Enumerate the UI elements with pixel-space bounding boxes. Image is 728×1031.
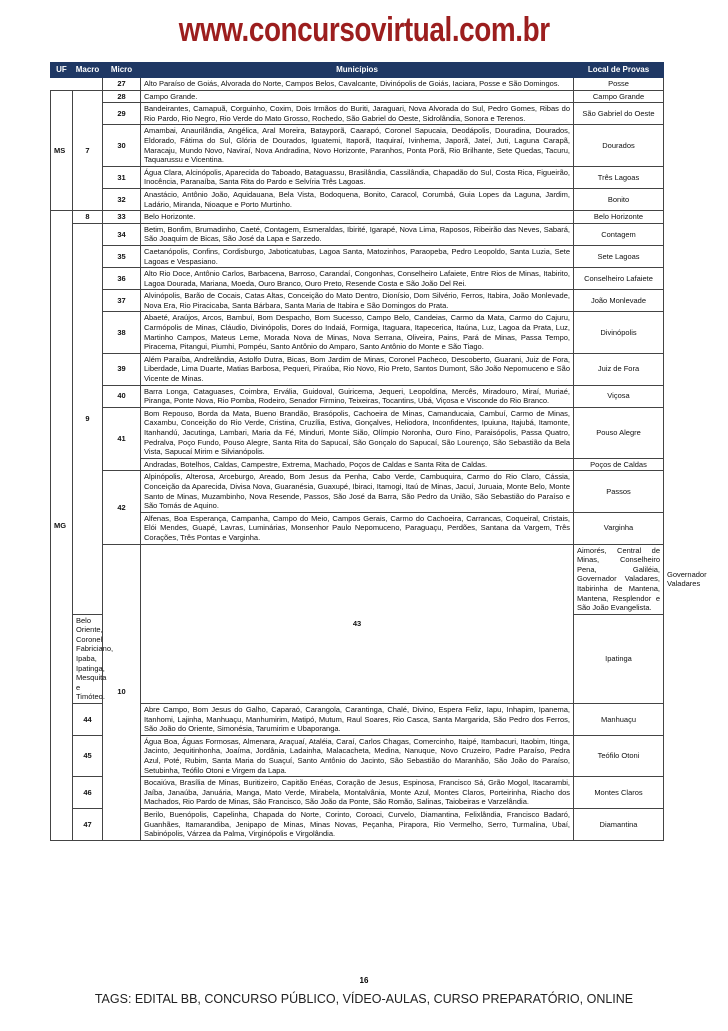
local-cell: Dourados: [574, 125, 664, 166]
table-row: [51, 290, 664, 312]
local-cell: Sete Lagoas: [574, 245, 664, 267]
table-row: [51, 125, 664, 166]
municipios-cell: Berilo, Buenópolis, Capelinha, Chapada do Norte, Corinto, Coroaci, Curvelo, Diamantina, Felixlândia, Francisco Badaró, Guanhães, Itamarandiba, Jenipapo de Minas, Minas Novas, Peçanha, Pirapora, Rio Vermelho, Serro, Turmalina, Ubaí, Sabinópolis, Várzea da Palma, Virginópolis e Virgolândia.: [141, 808, 574, 840]
micro-cell: 37: [103, 290, 141, 312]
local-cell: Viçosa: [574, 385, 664, 407]
local-cell: Três Lagoas: [574, 166, 664, 188]
municipios-cell: Alfenas, Boa Esperança, Campanha, Campo do Meio, Campos Gerais, Carmo do Cachoeira, Carrancas, Coqueiral, Cristais, Elói Mendes, Guapé, Lavras, Luminárias, Monsenhor Paulo Nepomuceno, Paraguaçu, Perdões, Santana da Vargem, Três Corações, Três Pontas e Varginha.: [141, 512, 574, 544]
micro-cell: 41: [103, 407, 141, 471]
table-row: [51, 777, 664, 809]
local-cell: Belo Horizonte: [574, 211, 664, 224]
municipios-cell: Alto Paraíso de Goiás, Alvorada do Norte, Campos Belos, Cavalcante, Divinópolis de Goiás, Iaciara, Posse e São Domingos.: [141, 78, 574, 91]
micro-cell: 34: [103, 223, 141, 245]
municipios-cell: Betim, Bonfim, Brumadinho, Caeté, Contagem, Esmeraldas, Ibirité, Igarapé, Nova Lima, Raposos, Ribeirão das Neves, Sabará, São Joaquim de Bicas, São José da Lapa e Sarzedo.: [141, 223, 574, 245]
header-micro: Micro: [103, 63, 141, 78]
local-cell: Poços de Caldas: [574, 458, 664, 471]
local-cell: Varginha: [574, 512, 664, 544]
municipios-cell: Anastácio, Antônio João, Aquidauana, Bela Vista, Bodoquena, Bonito, Caracol, Corumbá, Guia Lopes da Laguna, Jardim, Ladário, Miranda, Nioaque e Porto Murtinho.: [141, 188, 574, 210]
municipios-cell: Amambai, Anaurilândia, Angélica, Aral Moreira, Batayporã, Caarapó, Coronel Sapucaia, Deodápolis, Douradina, Dourados, Eldorado, Fátima do Sul, Glória de Dourados, Iguatemi, Itaporã, Itaquiraí, Ivinhema, Japorã, Jateí, Juti, Laguna Carapã, Maracaju, Mundo Novo, Naviraí, Nova Andradina, Novo Horizonte, Paranhos, Ponta Porã, Rio Brilhante, Sete Quedas, Tacuru, Taquarussu e Vicentina.: [141, 125, 574, 166]
table-row: [51, 211, 664, 224]
municipios-cell: Andradas, Botelhos, Caldas, Campestre, Extrema, Machado, Poços de Caldas e Santa Rita de Caldas.: [141, 458, 574, 471]
uf-cell-ms: MS: [51, 90, 73, 211]
municipios-cell: Alpinópolis, Alterosa, Arceburgo, Areado, Bom Jesus da Penha, Cabo Verde, Cambuquira, Carmo do Rio Claro, Cássia, Conceição da Aparecida, Divisa Nova, Guaranésia, Guaxupé, Ibiraci, Itamogi, Itaú de Minas, Jacuí, Juruaia, Monte Belo, Monte Santo de Minas, Muzambinho, Nova Resende, Passos, São José da Barra, São Pedro da União, São Sebastião do Paraíso e São Tomás de Aquino.: [141, 471, 574, 512]
table-row: [51, 166, 664, 188]
micro-cell: 28: [103, 90, 141, 103]
municipios-cell: Belo Oriente, Coronel Fabriciano, Ipaba, Ipatinga, Mesquita e Timóteo.: [73, 614, 103, 703]
local-cell: Posse: [574, 78, 664, 91]
macro-cell-9: 9: [73, 223, 103, 614]
footer-tags: TAGS: EDITAL BB, CONCURSO PÚBLICO, VÍDEO-AULAS, CURSO PREPARATÓRIO, ONLINE: [94, 992, 634, 1006]
table-row: [51, 188, 664, 210]
micro-cell: 42: [103, 471, 141, 544]
municipios-cell: Água Clara, Alcinópolis, Aparecida do Taboado, Bataguassu, Brasilândia, Cassilândia, Chapadão do Sul, Costa Rica, Figueirão, Inocência, Paranaíba, Santa Rita do Pardo e Selvíria Três Lagoas.: [141, 166, 574, 188]
table-row: [51, 808, 664, 840]
municipios-cell: Bandeirantes, Camapuã, Corguinho, Coxim, Dois Irmãos do Buriti, Jaraguari, Nova Alvorada do Sul, Pedro Gomes, Ribas do Rio Pardo, Rio Negro, Rio Verde do Mato Grosso, Rochedo, São Gabriel do Oeste, Sidrolândia, Sonora e Terenos.: [141, 103, 574, 125]
local-cell: Pouso Alegre: [574, 407, 664, 458]
micro-cell: 39: [103, 353, 141, 385]
micro-cell: 32: [103, 188, 141, 210]
local-cell: São Gabriel do Oeste: [574, 103, 664, 125]
local-cell: Montes Claros: [574, 777, 664, 809]
header-local: Local de Provas: [574, 63, 664, 78]
local-cell: Juiz de Fora: [574, 353, 664, 385]
page-number: 16: [359, 976, 369, 985]
municipios-cell: Aimorés, Central de Minas, Conselheiro Pena, Galiléia, Governador Valadares, Itabirinha de Mantena, Mantena, Resplendor e São João Evangelista.: [574, 544, 664, 614]
table-header-row: [51, 63, 664, 78]
macro-cell-10: 10: [103, 544, 141, 840]
table-row: [51, 78, 664, 91]
micro-cell: 29: [103, 103, 141, 125]
site-banner: [0, 0, 728, 60]
table-row: [51, 704, 664, 736]
municipios-cell: Bom Repouso, Borda da Mata, Bueno Brandão, Brasópolis, Cachoeira de Minas, Camanducaia, Cambuí, Carmo de Minas, Caxambu, Conceição do Rio Verde, Cristina, Cruzília, Estiva, Gonçalves, Heliodora, Inconfidentes, Ipuiuna, Itajubá, Itamonte, Itanhandú, Jacutinga, Lambari, Maria da Fé, Minduri, Monte Sião, Olímpio Noronha, Ouro Fino, Paraisópolis, Passa Quatro, Pedralva, Poço Fundo, Pouso Alegre, Santa Rita do Sapucaí, São Gonçalo do Sapucaí, São Lourenço, São Sebastião da Bela Vista, Sapucaí Mirim e Silvianópolis.: [141, 407, 574, 458]
table-row: [51, 458, 664, 471]
table-row: [51, 407, 664, 458]
municipios-cell: Bocaiúva, Brasília de Minas, Buritizeiro, Capitão Enéas, Coração de Jesus, Espinosa, Francisco Sá, Grão Mogol, Itacarambi, Jaíba, Janaúba, Januária, Manga, Mato Verde, Mirabela, Montalvânia, Monte Azul, Montes Claros, Porteirinha, Riacho dos Machados, Rio Pardo de Minas, São Francisco, São João da Ponte, São Romão, Salinas, Taiobeiras e Varzelândia.: [141, 777, 574, 809]
municipios-cell: Abaeté, Araújos, Arcos, Bambuí, Bom Despacho, Bom Sucesso, Campo Belo, Candeias, Carmo da Mata, Carmo do Cajuru, Carmópolis de Minas, Cláudio, Divinópolis, Dores do Indaiá, Formiga, Itaguara, Itapecerica, Itaúna, Luz, Lagoa da Prata, Luz, Martinho Campos, Mateus Leme, Morada Nova de Minas, Nova Serrana, Oliveira, Pains, Pará de Minas, Passa Tempo, Piracema, Pitangui, Piumhi, Pompéu, Santo Antônio do Amparo, Santo Antônio do Monte e São Tiago.: [141, 312, 574, 353]
table-row: [51, 103, 664, 125]
municipios-cell: Alto Rio Doce, Antônio Carlos, Barbacena, Barroso, Carandaí, Congonhas, Conselheiro Lafaiete, Entre Rios de Minas, Itabirito, Lagoa Dourada, Mariana, Moeda, Ouro Branco, Ouro Preto, Resende Costa e São João Del Rei.: [141, 268, 574, 290]
local-cell: Campo Grande: [574, 90, 664, 103]
banner-text: www.concursovirtual.com.br: [178, 11, 550, 49]
micro-cell: 30: [103, 125, 141, 166]
local-cell: Divinópolis: [574, 312, 664, 353]
table-row: [51, 90, 664, 103]
header-municipios: Municípios: [141, 63, 574, 78]
micro-cell: 47: [73, 808, 103, 840]
uf-cell-mg: MG: [51, 211, 73, 841]
local-cell: Diamantina: [574, 808, 664, 840]
micro-cell: 36: [103, 268, 141, 290]
municipios-cell: Barra Longa, Cataguases, Coimbra, Ervália, Guidoval, Guiricema, Jequeri, Leopoldina, Mercês, Miradouro, Miraí, Muriaé, Piranga, Ponte Nova, Rio Pomba, Rodeiro, Senador Firmino, Teixeiras, Tocantins, Ubá, Viçosa e Visconde do Rio Branco.: [141, 385, 574, 407]
municipios-cell: Alvinópolis, Barão de Cocais, Catas Altas, Conceição do Mato Dentro, Dionísio, Dom Silvério, Ferros, Itabira, João Monlevade, Nova Era, Rio Piracicaba, Santa Bárbara, Santa Maria de Itabira e São Domingos do Prata.: [141, 290, 574, 312]
micro-cell: 43: [141, 544, 574, 704]
local-cell: Manhuaçu: [574, 704, 664, 736]
micro-cell: 46: [73, 777, 103, 809]
local-cell: João Monlevade: [574, 290, 664, 312]
table-row: [51, 385, 664, 407]
micro-cell: 31: [103, 166, 141, 188]
table-row: [51, 353, 664, 385]
municipios-cell: Abre Campo, Bom Jesus do Galho, Caparaó, Carangola, Carantinga, Chalé, Divino, Espera Feliz, Iapu, Inhapim, Ipanema, Itanhomi, Lajinha, Manhuaçu, Manhumirim, Matipó, Mutum, Raul Soares, Rio Casca, Santa Margarida, São Pedro dos Ferros, São João do Oriente, Simonésia, Tarumirim e Ubaporanga.: [141, 704, 574, 736]
municipios-cell: Belo Horizonte.: [141, 211, 574, 224]
table-row: [51, 312, 664, 353]
micro-cell: 45: [73, 735, 103, 776]
exam-locations-table: [50, 62, 707, 841]
local-cell: Teófilo Otoni: [574, 735, 664, 776]
micro-cell: 35: [103, 245, 141, 267]
local-cell: Contagem: [574, 223, 664, 245]
table-row: 10 43 Aimorés, Central de Minas, Conselheiro Pena, Galiléia, Governador Valadares, Itabirinha de Mantena, Mantena, Resplendor e São João Evangelista. Governador Valadares: [51, 544, 664, 614]
table-row: [51, 245, 664, 267]
table-row: [51, 471, 664, 512]
municipios-cell: Campo Grande.: [141, 90, 574, 103]
micro-cell: 27: [103, 78, 141, 91]
micro-cell: 38: [103, 312, 141, 353]
local-cell: Conselheiro Lafaiete: [574, 268, 664, 290]
table-row: [51, 735, 664, 776]
macro-cell-8: 8: [73, 211, 103, 224]
municipios-cell: Caetanópolis, Confins, Cordisburgo, Jaboticatubas, Lagoa Santa, Matozinhos, Paraopeba, Pedro Leopoldo, Santa Luzia, Sete Lagoas e Vespasiano.: [141, 245, 574, 267]
table-row: [51, 512, 664, 544]
municipios-cell: Além Paraíba, Andrelândia, Astolfo Dutra, Bicas, Bom Jardim de Minas, Coronel Pacheco, Descoberto, Guarani, Juiz de Fora, Liberdade, Lima Duarte, Matias Barbosa, Pequeri, Piraúba, Rio Novo, Rio Preto, Santos Dumont, São João Nepomuceno e São Vicente de Minas.: [141, 353, 574, 385]
header-macro: Macro: [73, 63, 103, 78]
header-uf: UF: [51, 63, 73, 78]
micro-cell: 40: [103, 385, 141, 407]
municipios-cell: Água Boa, Águas Formosas, Almenara, Araçuaí, Ataléia, Caraí, Carlos Chagas, Comercinho, Itaipé, Itambacuri, Itaobim, Itinga, Jacinto, Jequitinhonha, Joaíma, Jordânia, Ladainha, Malacacheta, Medina, Nanuque, Novo Cruzeiro, Padre Paraíso, Pedra Azul, Poté, Rubim, Santa Maria do Suaçuí, Santo Antônio do Jacinto, São Sebastião do Maranhão, São João do Paraíso, Setubinha, Teófilo Otoni e Virgem da Lapa.: [141, 735, 574, 776]
table-row: [51, 223, 664, 245]
micro-cell: 33: [103, 211, 141, 224]
local-cell: Passos: [574, 471, 664, 512]
macro-cell-7: 7: [73, 90, 103, 211]
local-cell: Bonito: [574, 188, 664, 210]
table-row: [51, 268, 664, 290]
micro-cell: 44: [73, 704, 103, 736]
local-cell: Ipatinga: [574, 614, 664, 703]
